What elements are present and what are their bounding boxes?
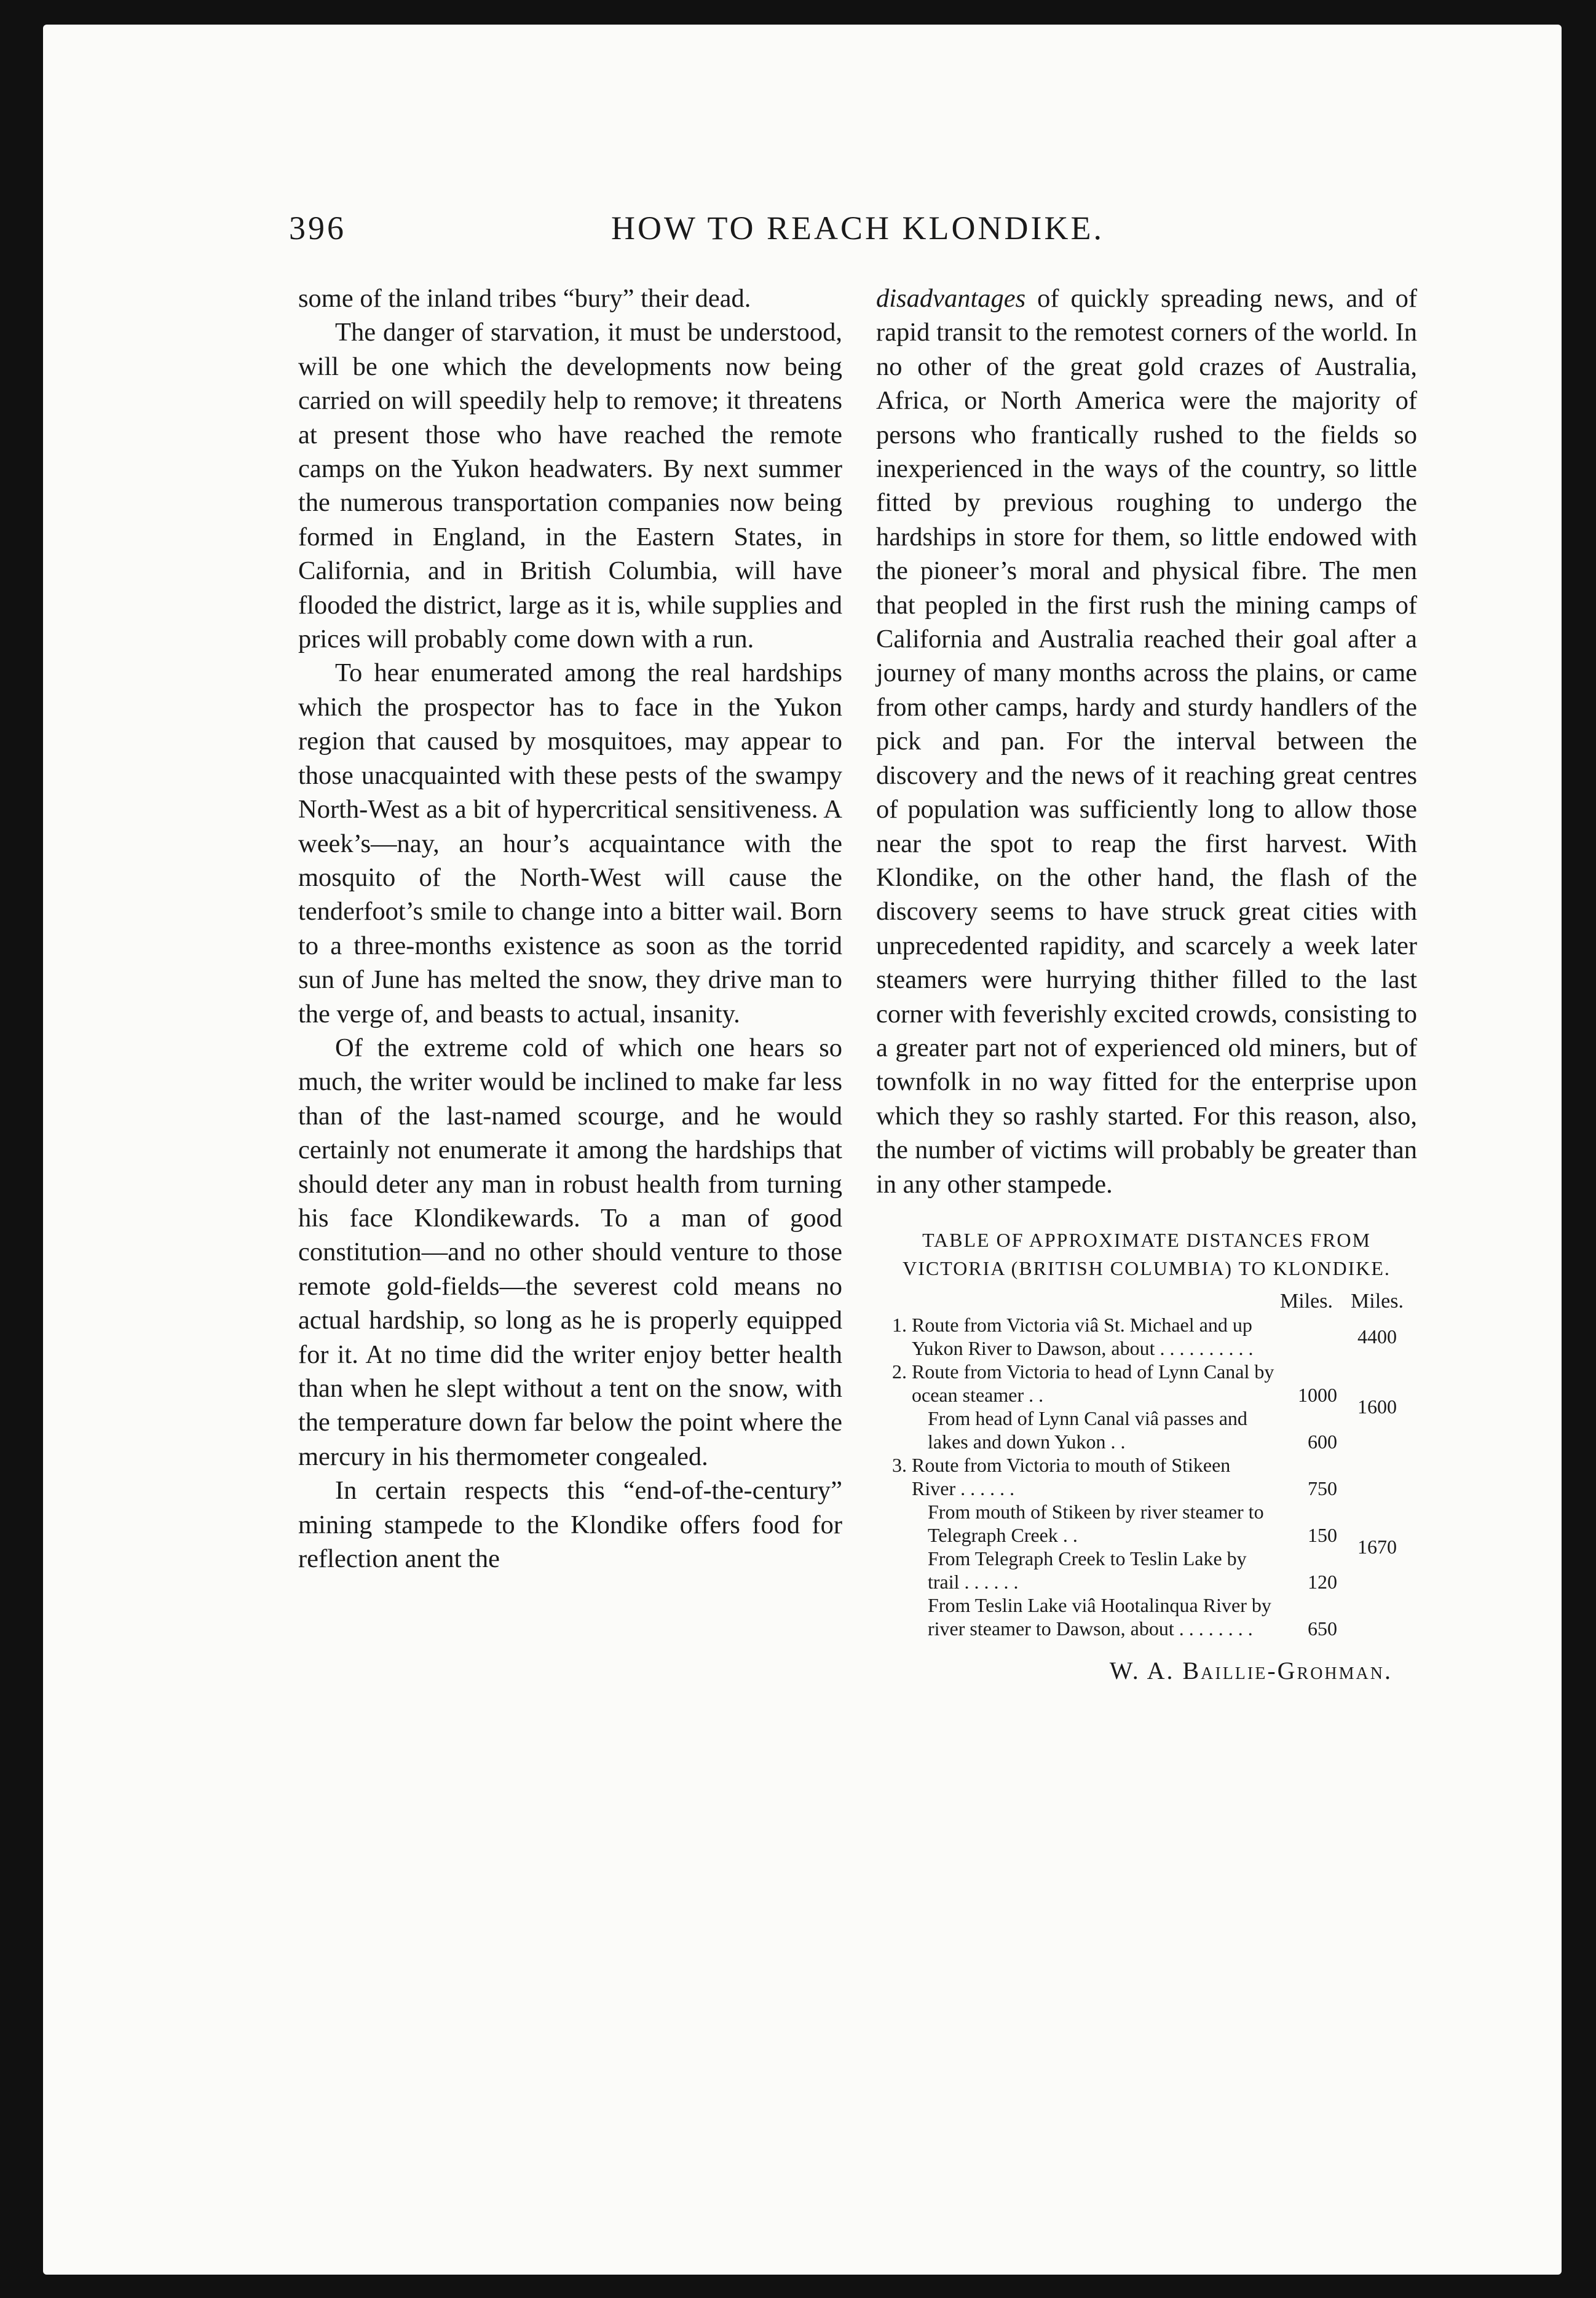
table-row: [876, 1453, 1417, 1500]
right-column: [876, 282, 1417, 1688]
route-description: From Telegraph Creek to Teslin Lake by trail . . . . . .: [928, 1547, 1247, 1593]
page-number: 396: [289, 210, 346, 247]
route-number: 3.: [892, 1453, 907, 1476]
route-miles: 1000: [1298, 1383, 1337, 1406]
table-row: [876, 1500, 1417, 1547]
table-row: [876, 1313, 1417, 1360]
route-miles: 150: [1308, 1523, 1337, 1546]
route-number: 2.: [892, 1360, 907, 1383]
book-page: [43, 25, 1562, 2275]
page-header: [289, 209, 1426, 264]
route-miles: [1276, 1313, 1337, 1360]
left-column: [298, 282, 842, 1576]
route-number: [876, 1547, 912, 1593]
route-description: From head of Lynn Canal viâ passes and lakes and down Yukon . .: [928, 1407, 1247, 1453]
paragraph: Of the extreme cold of which one hears so much, the writer would be inclined to make far less than of the last-named scourge, and he would certainly not enumerate it among the hardships that should deter any man in robust health from turning his face Klondikewards. To a man of good constitution—and no other should venture to those remote gold-fields—the severest cold means no actual hardship, so long as he is properly equipped for it. At no time did the writer enjoy better health than when he slept without a tent on the snow, with the temperature down far below the point where the mercury in his thermometer congealed.: [298, 1033, 842, 1471]
route-description: From Teslin Lake viâ Hootalinqua River by river steamer to Dawson, about . . . . . . . .: [928, 1593, 1271, 1640]
route-description: Route from Victoria to head of Lynn Canal by ocean steamer . .: [912, 1360, 1274, 1406]
running-title: HOW TO REACH KLONDIKE.: [611, 210, 1104, 247]
route-miles: 750: [1308, 1477, 1337, 1499]
route-miles: 650: [1308, 1617, 1337, 1640]
route-miles: 120: [1308, 1570, 1337, 1593]
paragraph: [876, 282, 1417, 1201]
paragraph: some of the inland tribes “bury” their dead.: [298, 284, 751, 313]
column-header: Miles.: [1351, 1289, 1404, 1313]
route-total: 1600: [1357, 1395, 1397, 1418]
author-name: W. A. Baillie-Grohman.: [1109, 1656, 1393, 1684]
table-caption: [876, 1226, 1417, 1282]
route-description: From mouth of Stikeen by river steamer to Telegraph Creek . .: [928, 1500, 1264, 1546]
paragraph-text: of quickly spreading news, and of rapid transit to the remotest corners of the world. In no other of the great gold crazes of Australia, Africa, or North America were the majority of persons who frantically rushed to the fields so inexperienced in the ways of the country, so little fitted by previous roughing to undergo the hardships in store for them, so little endowed with the pioneer’s moral and physical fibre. The men that peopled in the first rush the mining camps of California and Australia reached their goal after a journey of many months across the plains, or came from other camps, hardy and sturdy handlers of the pick and pan. For the interval between the discovery and the news of it reaching great centres of population was sufficiently long to allow those near the spot to reap the first harvest. With Klondike, on the other hand, the flash of the discovery seems to have struck great cities with unprecedented rapidity, and scarcely a week later steamers were hurrying thither filled to the last corner with feverishly excited crowds, consisting to a greater part not of experienced old miners, but of townfolk in no way fitted for the enterprise upon which they so rashly started. For this reason, also, the number of victims will probably be greater than in any other stampede.: [876, 284, 1417, 1199]
route-total: 1670: [1357, 1535, 1397, 1558]
paragraph: To hear enumerated among the real hardships which the prospector has to face in the Yukon region that caused by mosquitoes, may appear to those unacquainted with these pests of the swampy North-West as a bit of hypercritical sensitiveness. A week’s—nay, an hour’s acquaintance with the mosquito of the North-West will cause the tenderfoot’s smile to change into a bitter wail. Born to a three-months existence as soon as the torrid sun of June has melted the snow, they drive man to the verge of, and beasts to actual, insanity.: [298, 658, 842, 1029]
route-miles: 600: [1308, 1430, 1337, 1453]
route-number: 1.: [892, 1313, 907, 1336]
route-number: [876, 1500, 912, 1547]
route-number: [876, 1593, 912, 1640]
author-signature: [876, 1654, 1417, 1688]
table-row: [876, 1593, 1417, 1640]
italic-word: disadvantages: [876, 284, 1026, 313]
table-row: [876, 1360, 1417, 1407]
caption-line: VICTORIA (BRITISH COLUMBIA) TO KLONDIKE.: [903, 1257, 1391, 1279]
route-total: 4400: [1357, 1325, 1397, 1348]
distance-table: [876, 1290, 1417, 1640]
caption-line: TABLE OF APPROXIMATE DISTANCES FROM: [922, 1228, 1371, 1251]
route-description: Route from Victoria to mouth of Stikeen River . . . . . .: [912, 1453, 1231, 1499]
paragraph: The danger of starvation, it must be understood, will be one which the developments now being carried on will speedily help to remove; it threatens at present those who have reached the remote camps on the Yukon headwaters. By next summer the numerous transportation companies now being formed in England, in the Eastern States, in California, and in British Columbia, will have flooded the district, large as it is, while supplies and prices will probably come down with a run.: [298, 318, 842, 654]
table-header-row: [876, 1290, 1417, 1313]
route-description: Route from Victoria viâ St. Michael and up Yukon River to Dawson, about . . . . . . . . . .: [912, 1313, 1254, 1359]
table-row: [876, 1547, 1417, 1593]
paragraph: In certain respects this “end-of-the-century” mining stampede to the Klondike offers food for reflection anent the: [298, 1476, 842, 1574]
column-header: Miles.: [1280, 1289, 1333, 1313]
table-row: [876, 1407, 1417, 1453]
route-number: [876, 1407, 912, 1453]
